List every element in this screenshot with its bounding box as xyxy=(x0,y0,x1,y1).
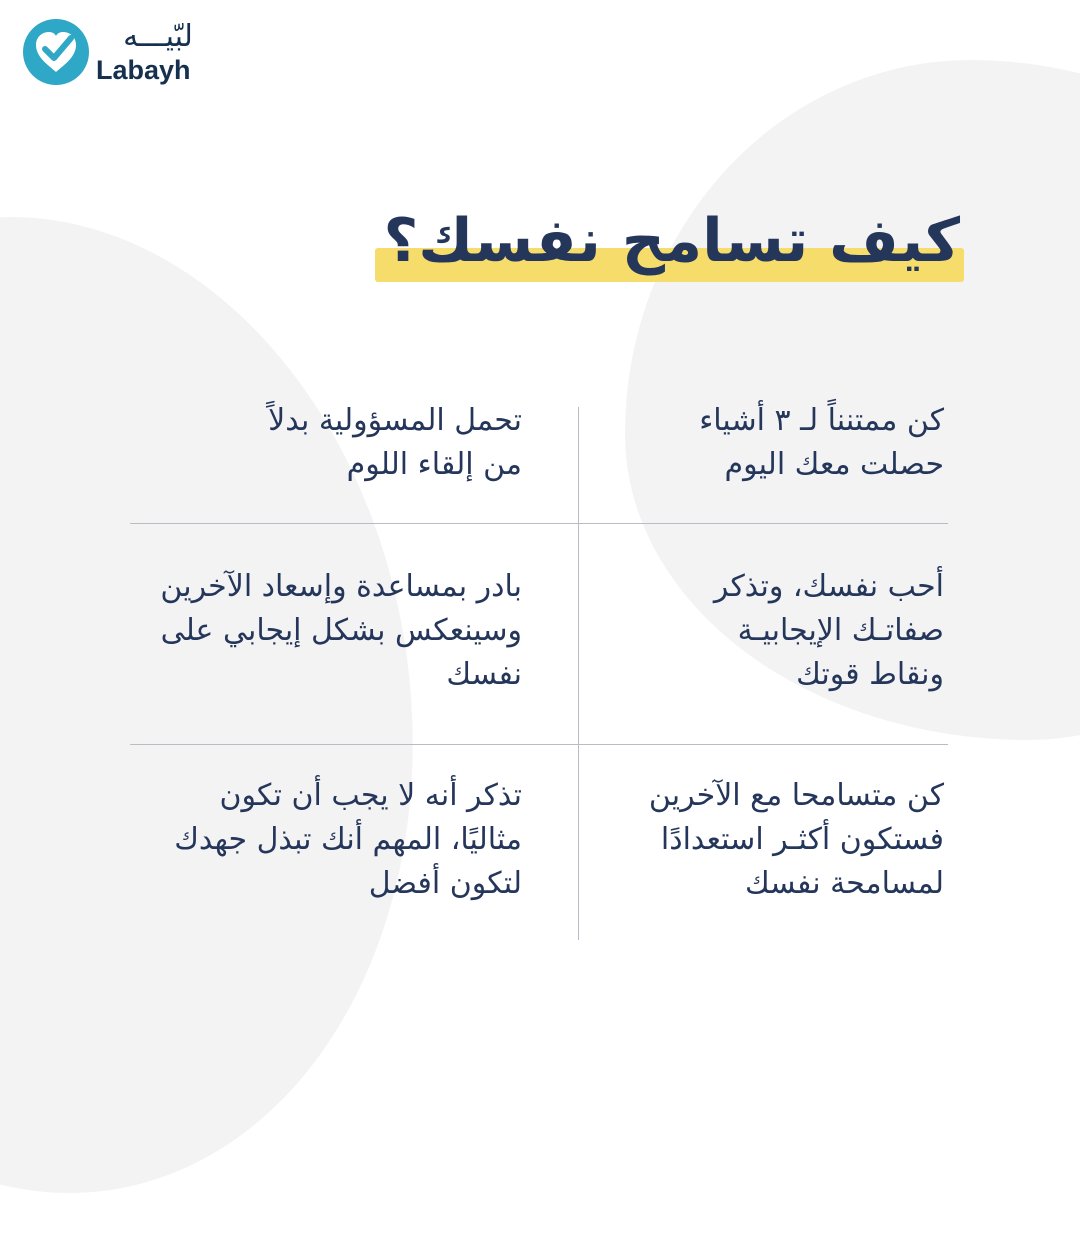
grid-divider-vertical xyxy=(578,407,579,940)
brand-logo xyxy=(22,18,222,92)
tip-gratitude: كن ممتنناً لـ ٣ أشياء حصلت معك اليوم xyxy=(699,403,944,482)
heart-checkmark-circle-icon xyxy=(22,18,90,86)
tip-help-others: بادر بمساعدة وإسعاد الآخرين وسينعكس بشكل إيجابي على نفسك xyxy=(160,569,522,692)
grid-divider-horizontal-bottom xyxy=(130,744,948,745)
tip-self-love: أحب نفسك، وتذكر صفاتـك الإيجابيـة ونقاط قوتك xyxy=(713,569,944,692)
brand-name-arabic: لبّيـــه xyxy=(123,19,193,54)
page-title: كيف تسامح نفسك؟ xyxy=(383,206,960,276)
tip-responsibility: تحمل المسؤولية بدلاً من إلقاء اللوم xyxy=(268,403,522,482)
page-title-block xyxy=(383,196,960,296)
grid-divider-horizontal-top xyxy=(130,523,948,524)
brand-name-english: Labayh xyxy=(96,55,191,85)
tip-forgive-others: كن متسامحا مع الآخرين فستكون أكثـر استعدادًا لمسامحة نفسك xyxy=(648,778,944,901)
background-shape-left xyxy=(0,168,475,1241)
tip-not-perfect: تذكر أنه لا يجب أن تكون مثاليًا، المهم أنك تبذل جهدك لتكون أفضل xyxy=(174,778,522,901)
